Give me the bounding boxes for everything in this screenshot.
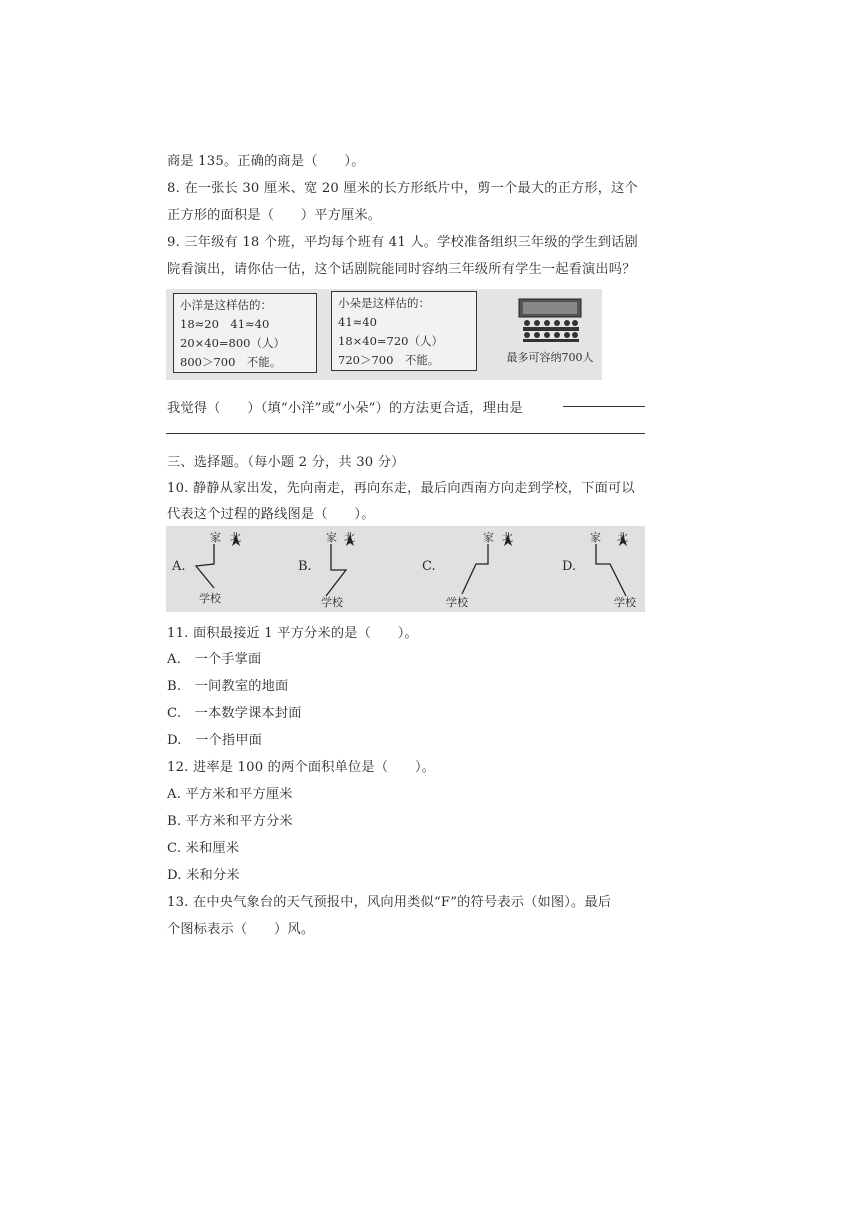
- reason-blank[interactable]: [563, 406, 645, 407]
- route-option-c[interactable]: C.: [422, 559, 436, 574]
- q12-option-a[interactable]: A. 平方米和平方厘米: [167, 787, 293, 802]
- theater-caption: 最多可容纳700人: [506, 351, 594, 364]
- north-label: 北: [344, 531, 355, 544]
- route-option-d[interactable]: D.: [562, 559, 577, 574]
- q11-option-b[interactable]: B. 一间教室的地面: [167, 679, 289, 694]
- q11-option-a[interactable]: A. 一个手掌面: [167, 652, 262, 667]
- q9-answer-line: 我觉得（ ）（填“小洋”或“小朵”）的方法更合适，理由是: [167, 401, 523, 416]
- xiaoyang-title: 小洋是这样估的：: [180, 298, 272, 312]
- q13-line2: 个图标表示（ ）风。: [167, 922, 315, 937]
- xiaoyang-line: 18≈20 41≈40: [180, 317, 270, 331]
- route-a-path: [196, 544, 214, 588]
- school-label: 学校: [199, 592, 221, 605]
- route-c-path: [462, 544, 488, 594]
- xiaoduo-line: 41≈40: [338, 315, 377, 329]
- xiaoyang-line: 20×40=800（人）: [180, 336, 285, 350]
- q9-line2: 院看演出，请你估一估，这个话剧院能同时容纳三年级所有学生一起看演出吗？: [167, 262, 636, 277]
- reason-blank-line2[interactable]: [166, 433, 645, 434]
- home-label: 家: [326, 531, 337, 544]
- xiaoduo-estimate-box: [331, 291, 477, 371]
- school-label: 学校: [321, 596, 343, 609]
- q12-stem: 12. 进率是 100 的两个面积单位是（ ）。: [167, 760, 436, 775]
- north-label: 北: [230, 531, 241, 544]
- q11-stem: 11. 面积最接近 1 平方分米的是（ ）。: [167, 626, 418, 641]
- q13-line1: 13. 在中央气象台的天气预报中，风向用类似“F”的符号表示（如图）。最后: [167, 895, 612, 910]
- school-label: 学校: [614, 596, 636, 609]
- q9-line1: 9. 三年级有 18 个班，平均每个班有 41 人。学校准备组织三年级的学生到话剧: [167, 235, 638, 250]
- north-label: 北: [502, 531, 513, 544]
- north-label: 北: [617, 531, 628, 544]
- q12-option-c[interactable]: C. 米和厘米: [167, 841, 240, 856]
- theater-icon: [515, 297, 585, 343]
- q11-option-d[interactable]: D. 一个指甲面: [167, 733, 263, 748]
- home-label: 家: [590, 531, 601, 544]
- route-option-b[interactable]: B.: [298, 559, 312, 574]
- xiaoduo-title: 小朵是这样估的：: [338, 296, 430, 310]
- route-b-path: [326, 544, 346, 596]
- school-label: 学校: [446, 596, 468, 609]
- home-label: 家: [483, 531, 494, 544]
- section-3-heading: 三、选择题。（每小题 2 分，共 30 分）: [167, 455, 405, 470]
- theater-illustration: [504, 297, 596, 365]
- q8-line1: 8. 在一张长 30 厘米、宽 20 厘米的长方形纸片中，剪一个最大的正方形，这个: [167, 181, 638, 196]
- q10-line1: 10. 静静从家出发，先向南走，再向东走，最后向西南方向走到学校，下面可以: [167, 481, 635, 496]
- q12-option-d[interactable]: D. 米和分米: [167, 868, 240, 883]
- route-d-path: [596, 544, 626, 596]
- q12-option-b[interactable]: B. 平方米和平方分米: [167, 814, 293, 829]
- estimation-figure: [166, 289, 602, 380]
- route-option-a[interactable]: A.: [172, 559, 186, 574]
- home-label: 家: [210, 531, 221, 544]
- q10-line2: 代表这个过程的路线图是（ ）。: [167, 507, 375, 522]
- q11-option-c[interactable]: C. 一本数学课本封面: [167, 706, 302, 721]
- route-maps-figure: [166, 526, 645, 612]
- q7-tail: 商是 135。正确的商是（ ）。: [167, 154, 365, 169]
- xiaoduo-line: 18×40=720（人）: [338, 334, 443, 348]
- q8-line2: 正方形的面积是（ ）平方厘米。: [167, 208, 382, 223]
- xiaoyang-line: 800＞700 不能。: [180, 355, 282, 369]
- xiaoduo-line: 720＞700 不能。: [338, 353, 440, 367]
- xiaoyang-estimate-box: [173, 293, 317, 373]
